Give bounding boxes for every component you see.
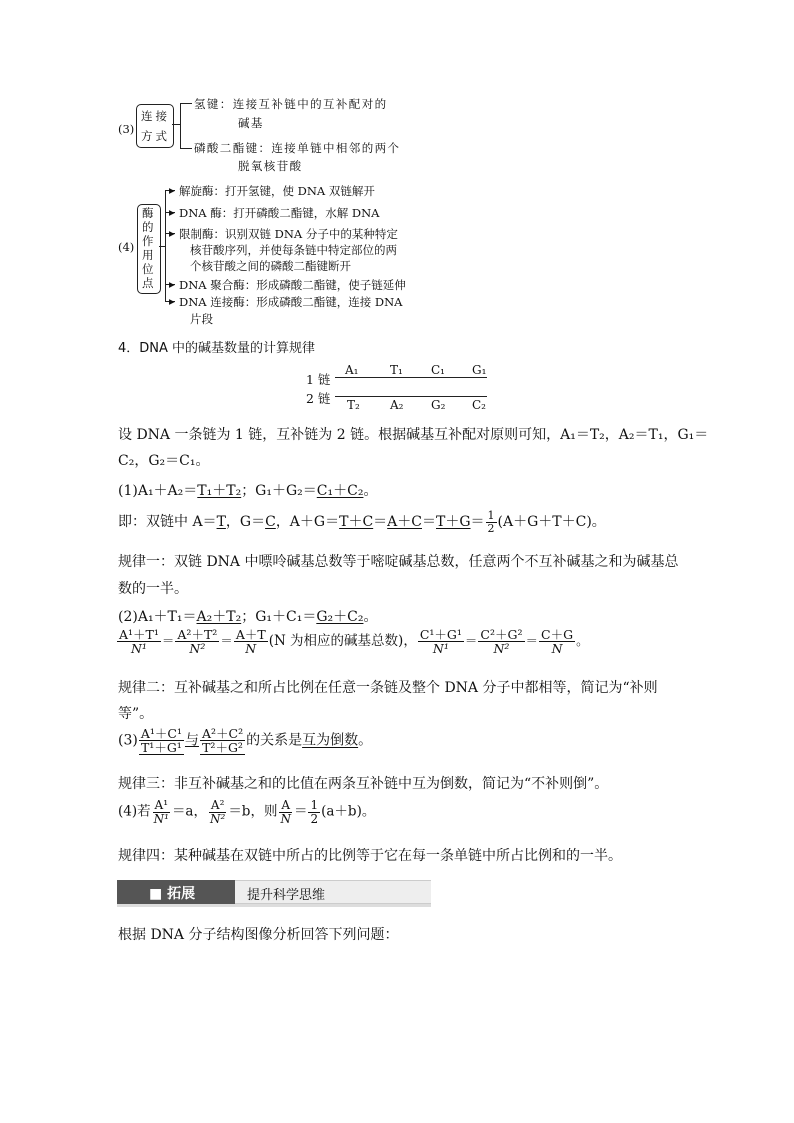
base-a1: A₁ bbox=[345, 363, 359, 377]
section3-branch2-line2: 脱氧核苷酸 bbox=[238, 159, 303, 173]
enzyme-helicase: 解旋酶：打开氢键，使 DNA 双链解开 bbox=[179, 184, 375, 198]
rule-1-line2: 数的一半。 bbox=[118, 581, 188, 597]
enzyme-restriction-line1: 限制酶：识别双链 DNA 分子中的某种特定 bbox=[179, 227, 398, 241]
section4-box-text: 酶 的 作 用 位 点 bbox=[142, 206, 154, 290]
equation-4: $\frac{\text{A¹＋T¹}}{\text{N¹}}$ ＝ $\frac{\text{A²＋T²}}{\text{N²}}$ ＝ $\frac{A+T}{N}$ (N 为相应的碱基总数)， $\frac{\text{C¹＋G¹}}{\text{N¹}}$ ＝ $\frac{\text{C²＋G²}}{\text{N²}}$ ＝ $\frac{C+G}{N}$ 。 bbox=[119, 627, 589, 657]
enzyme-dnase: DNA 酶：打开磷酸二酯键，水解 DNA bbox=[179, 206, 380, 220]
rule-2-line2: 等”。 bbox=[118, 706, 154, 722]
base-t1: T₁ bbox=[390, 363, 403, 377]
base-c2: C₂ bbox=[472, 398, 486, 412]
section4-number: (4) bbox=[118, 240, 135, 254]
chain1-label: 1 链 bbox=[306, 372, 331, 387]
base-c1: C₁ bbox=[431, 363, 445, 377]
rule-4: 规律四：某种碱基在双链中所占的比例等于它在每一条单链中所占比例和的一半。 bbox=[118, 848, 622, 864]
strand1-line bbox=[335, 377, 487, 378]
section3-number: (3) bbox=[118, 122, 135, 136]
section3-branch2-line1: 磷酸二酯键：连接单链中相邻的两个 bbox=[194, 141, 401, 155]
equation-1: (1)A₁＋A₂＝T₁＋T₂；G₁＋G₂＝C₁＋C₂。 bbox=[118, 483, 378, 499]
chain2-label: 2 链 bbox=[306, 391, 331, 406]
enzyme-ligase-line2: 片段 bbox=[190, 312, 213, 326]
enzyme-restriction-line2: 核苷酸序列，并使每条链中特定部位的两 bbox=[190, 243, 397, 257]
equation-3: (2)A₁＋T₁＝A₂＋T₂；G₁＋C₁＝G₂＋C₂。 bbox=[118, 609, 378, 625]
enzyme-restriction-line3: 个核苷酸之间的磷酸二酯键断开 bbox=[190, 259, 351, 273]
base-g1: G₁ bbox=[472, 363, 487, 377]
para1-line2: C₂，G₂＝C₁。 bbox=[118, 453, 210, 469]
banner-left-label: ■ 拓展 bbox=[149, 886, 196, 902]
rule-1-line1: 规律一：双链 DNA 中嘌呤碱基总数等于嘧啶碱基总数，任意两个不互补碱基之和为碱基总 bbox=[118, 554, 679, 570]
section3-box-line2: 方式 bbox=[141, 129, 170, 143]
section3-branch1-line1: 氢键：连接互补链中的互补配对的 bbox=[194, 97, 388, 111]
base-g2: G₂ bbox=[431, 398, 446, 412]
equation-6: (4)若 $\frac{\text{A¹}}{\text{N¹}}$ ＝a， $\frac{\text{A²}}{\text{N²}}$ ＝b，则 $\frac{A}{N}$ ＝ $\frac{1}{2}$ (a＋b)。 bbox=[118, 798, 376, 826]
heading-4: 4．DNA 中的碱基数量的计算规律 bbox=[118, 341, 316, 356]
rule-2-line1: 规律二：互补碱基之和所占比例在任意一条链及整个 DNA 分子中都相等，简记为“补则 bbox=[118, 680, 658, 696]
equation-2: 即：双链中 A＝T，G＝C，A＋G＝T＋C＝A＋C＝T＋G＝ $\frac{1}{2}$ (A＋G＋T＋C)。 bbox=[118, 509, 606, 535]
section3-box-line1: 连接 bbox=[141, 109, 170, 123]
enzyme-polymerase: DNA 聚合酶：形成磷酸二酯键，使子链延伸 bbox=[179, 278, 406, 292]
para1-line1: 设 DNA 一条链为 1 链，互补链为 2 链。根据碱基互补配对原则可知，A₁＝T₂，A₂＝T₁，G₁＝ bbox=[118, 427, 709, 443]
equation-5: (3) $\frac{\text{A¹＋C¹}}{\text{T¹＋G¹}}$ 与 $\frac{\text{A²＋C²}}{\text{T²＋G²}}$ 的关系是互为倒数。 bbox=[118, 726, 373, 756]
base-t2: T₂ bbox=[347, 398, 360, 412]
base-a2: A₂ bbox=[390, 398, 404, 412]
enzyme-ligase-line1: DNA 连接酶：形成磷酸二酯键，连接 DNA bbox=[179, 295, 403, 309]
final-prompt: 根据 DNA 分子结构图像分析回答下列问题： bbox=[118, 927, 399, 943]
strand2-line bbox=[335, 396, 487, 397]
banner-right-label: 提升科学思维 bbox=[247, 888, 326, 903]
rule-3: 规律三：非互补碱基之和的比值在两条互补链中互为倒数，简记为“不补则倒”。 bbox=[118, 776, 609, 792]
section3-branch1-line2: 碱基 bbox=[238, 116, 264, 130]
